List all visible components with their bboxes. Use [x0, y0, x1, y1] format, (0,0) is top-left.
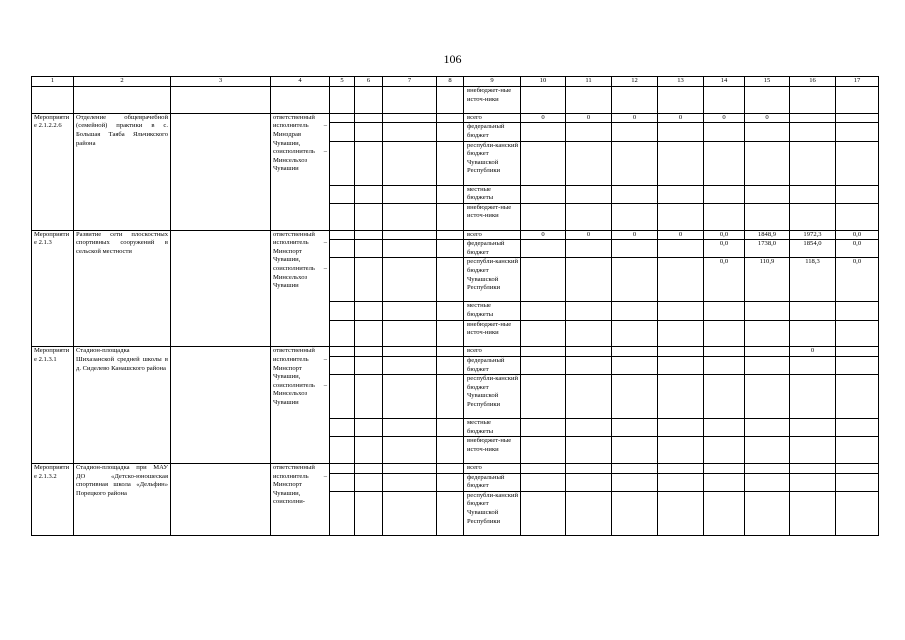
value-cell — [658, 123, 704, 141]
value-cell — [658, 375, 704, 419]
table-row — [32, 113, 879, 123]
event-name: Отделение общеврачебной (семейной) практики в с. Большая Таяба Яльчикского района — [74, 113, 171, 230]
blank-cell — [383, 203, 437, 230]
blank-cell — [437, 203, 464, 230]
value-cell — [745, 356, 790, 374]
value-cell — [836, 375, 879, 419]
value-cell: 0 — [612, 230, 658, 240]
value-cell: 0 — [612, 113, 658, 123]
value-cell — [745, 320, 790, 347]
event-id: Мероприятие 2.1.3 — [32, 230, 74, 347]
value-cell: 0,0 — [704, 230, 745, 240]
value-cell — [521, 185, 566, 203]
blank-cell — [437, 464, 464, 474]
blank-cell — [437, 473, 464, 491]
blank-cell — [330, 240, 355, 258]
event-executor: ответственный исполнитель – Минздрав Чувашии, соисполнитель – Минсельхоз Чувашии — [271, 113, 330, 230]
blank-cell — [74, 87, 171, 114]
blank-cell — [330, 419, 355, 437]
blank-cell — [383, 185, 437, 203]
blank-cell — [437, 258, 464, 302]
value-cell — [521, 302, 566, 320]
column-number: 5 — [330, 77, 355, 87]
value-cell — [790, 141, 836, 185]
value-cell — [521, 419, 566, 437]
blank-cell — [437, 113, 464, 123]
value-cell: 1972,3 — [790, 230, 836, 240]
value-cell — [836, 473, 879, 491]
value-cell: 1738,0 — [745, 240, 790, 258]
value-cell — [658, 347, 704, 357]
value-cell — [836, 437, 879, 464]
budget-source-label: республи-канский бюджет Чувашской Республики — [464, 491, 521, 535]
value-cell — [658, 87, 704, 114]
blank-cell — [383, 113, 437, 123]
blank-cell — [330, 87, 355, 114]
blank-cell — [383, 258, 437, 302]
table-row — [32, 464, 879, 474]
blank-cell — [355, 375, 383, 419]
blank-cell — [171, 230, 271, 347]
budget-source-label: всего — [464, 347, 521, 357]
value-cell — [658, 437, 704, 464]
value-cell — [566, 473, 612, 491]
value-cell — [612, 258, 658, 302]
value-cell — [612, 320, 658, 347]
value-cell — [658, 302, 704, 320]
value-cell — [521, 123, 566, 141]
value-cell — [521, 347, 566, 357]
blank-cell — [355, 87, 383, 114]
column-number: 16 — [790, 77, 836, 87]
event-id: Мероприятие 2.1.2.2.6 — [32, 113, 74, 230]
value-cell — [745, 491, 790, 535]
value-cell — [612, 203, 658, 230]
value-cell — [836, 141, 879, 185]
value-cell: 0 — [658, 113, 704, 123]
blank-cell — [437, 437, 464, 464]
blank-cell — [330, 185, 355, 203]
blank-cell — [437, 123, 464, 141]
column-number: 1 — [32, 77, 74, 87]
value-cell — [704, 185, 745, 203]
value-cell — [612, 123, 658, 141]
value-cell — [521, 258, 566, 302]
value-cell — [658, 464, 704, 474]
blank-cell — [171, 464, 271, 536]
blank-cell — [330, 347, 355, 357]
blank-cell — [330, 230, 355, 240]
value-cell: 0,0 — [704, 258, 745, 302]
event-name: Стадион-площадка при МАУ ДО «Детско-юношеская спортивная школа «Дельфин» Порецкого района — [74, 464, 171, 536]
value-cell — [790, 473, 836, 491]
value-cell — [566, 203, 612, 230]
value-cell — [704, 141, 745, 185]
blank-cell — [330, 491, 355, 535]
value-cell — [566, 141, 612, 185]
blank-cell — [383, 356, 437, 374]
value-cell — [658, 419, 704, 437]
blank-cell — [355, 113, 383, 123]
blank-cell — [383, 240, 437, 258]
blank-cell — [330, 320, 355, 347]
value-cell — [704, 419, 745, 437]
blank-cell — [355, 302, 383, 320]
column-number: 4 — [271, 77, 330, 87]
value-cell — [790, 491, 836, 535]
value-cell — [704, 464, 745, 474]
value-cell — [836, 320, 879, 347]
value-cell — [612, 491, 658, 535]
value-cell — [521, 320, 566, 347]
value-cell — [836, 356, 879, 374]
value-cell — [521, 356, 566, 374]
value-cell — [658, 320, 704, 347]
value-cell: 110,9 — [745, 258, 790, 302]
value-cell — [790, 419, 836, 437]
value-cell — [704, 473, 745, 491]
column-number: 7 — [383, 77, 437, 87]
column-number: 13 — [658, 77, 704, 87]
value-cell — [745, 87, 790, 114]
program-funding-table — [31, 76, 879, 536]
blank-cell — [330, 258, 355, 302]
value-cell — [790, 302, 836, 320]
value-cell — [521, 491, 566, 535]
value-cell — [704, 347, 745, 357]
budget-source-label: всего — [464, 230, 521, 240]
blank-cell — [355, 230, 383, 240]
value-cell — [745, 123, 790, 141]
blank-cell — [330, 473, 355, 491]
value-cell — [790, 437, 836, 464]
column-number: 2 — [74, 77, 171, 87]
blank-cell — [330, 464, 355, 474]
blank-cell — [355, 464, 383, 474]
blank-cell — [383, 375, 437, 419]
blank-cell — [355, 203, 383, 230]
blank-cell — [383, 320, 437, 347]
blank-cell — [383, 141, 437, 185]
value-cell — [521, 464, 566, 474]
value-cell — [521, 87, 566, 114]
column-number: 17 — [836, 77, 879, 87]
blank-cell — [330, 123, 355, 141]
blank-cell — [383, 347, 437, 357]
budget-source-label: внебюджет-ные источ-ники — [464, 320, 521, 347]
value-cell — [790, 356, 836, 374]
blank-cell — [171, 87, 271, 114]
budget-source-label: республи-канский бюджет Чувашской Республики — [464, 141, 521, 185]
column-number: 9 — [464, 77, 521, 87]
budget-source-label: внебюджет-ные источ-ники — [464, 203, 521, 230]
budget-source-label: республи-канский бюджет Чувашской Республики — [464, 258, 521, 302]
value-cell — [658, 356, 704, 374]
blank-cell — [355, 123, 383, 141]
value-cell — [566, 375, 612, 419]
value-cell — [836, 464, 879, 474]
value-cell — [836, 491, 879, 535]
value-cell — [566, 419, 612, 437]
value-cell — [836, 419, 879, 437]
blank-cell — [437, 419, 464, 437]
value-cell — [612, 302, 658, 320]
event-id: Мероприятие 2.1.3.2 — [32, 464, 74, 536]
blank-cell — [330, 356, 355, 374]
value-cell — [566, 240, 612, 258]
budget-source-label: федеральный бюджет — [464, 356, 521, 374]
value-cell — [836, 185, 879, 203]
value-cell: 0 — [566, 113, 612, 123]
value-cell: 0,0 — [836, 240, 879, 258]
column-number: 3 — [171, 77, 271, 87]
column-number: 14 — [704, 77, 745, 87]
value-cell — [704, 356, 745, 374]
value-cell — [745, 437, 790, 464]
value-cell — [612, 375, 658, 419]
value-cell — [521, 375, 566, 419]
value-cell — [658, 258, 704, 302]
blank-cell — [437, 302, 464, 320]
value-cell — [790, 320, 836, 347]
blank-cell — [330, 141, 355, 185]
value-cell — [790, 87, 836, 114]
value-cell — [612, 473, 658, 491]
value-cell — [836, 302, 879, 320]
value-cell — [745, 141, 790, 185]
value-cell — [790, 113, 836, 123]
blank-cell — [355, 320, 383, 347]
value-cell: 0 — [745, 113, 790, 123]
blank-cell — [383, 87, 437, 114]
blank-cell — [437, 375, 464, 419]
blank-cell — [437, 87, 464, 114]
value-cell — [836, 203, 879, 230]
value-cell — [836, 113, 879, 123]
blank-cell — [330, 302, 355, 320]
blank-cell — [437, 230, 464, 240]
value-cell — [612, 356, 658, 374]
value-cell — [745, 302, 790, 320]
event-name: Стадион-площадка Шихазанской средней школы в д. Сиделево Канашского района — [74, 347, 171, 464]
value-cell — [704, 375, 745, 419]
value-cell — [658, 240, 704, 258]
value-cell — [658, 185, 704, 203]
value-cell — [521, 240, 566, 258]
budget-source-label: местные бюджеты — [464, 419, 521, 437]
value-cell: 0 — [704, 113, 745, 123]
value-cell — [612, 87, 658, 114]
blank-cell — [383, 123, 437, 141]
value-cell — [566, 347, 612, 357]
blank-cell — [437, 320, 464, 347]
table-body — [32, 77, 879, 536]
blank-cell — [383, 419, 437, 437]
value-cell — [521, 437, 566, 464]
value-cell: 0 — [521, 113, 566, 123]
blank-cell — [383, 464, 437, 474]
value-cell — [704, 87, 745, 114]
header-row — [32, 77, 879, 87]
column-number: 6 — [355, 77, 383, 87]
blank-cell — [355, 185, 383, 203]
table-row — [32, 347, 879, 357]
value-cell — [566, 491, 612, 535]
blank-cell — [330, 113, 355, 123]
value-cell — [521, 203, 566, 230]
column-number: 11 — [566, 77, 612, 87]
value-cell — [704, 491, 745, 535]
table-row — [32, 230, 879, 240]
blank-cell — [355, 258, 383, 302]
value-cell — [612, 141, 658, 185]
value-cell — [836, 347, 879, 357]
value-cell — [612, 419, 658, 437]
value-cell: 1854,0 — [790, 240, 836, 258]
value-cell: 1848,9 — [745, 230, 790, 240]
budget-source-label: федеральный бюджет — [464, 240, 521, 258]
value-cell — [566, 302, 612, 320]
blank-cell — [330, 375, 355, 419]
blank-cell — [383, 230, 437, 240]
value-cell — [566, 87, 612, 114]
value-cell — [566, 464, 612, 474]
value-cell — [704, 203, 745, 230]
page-number: 106 — [443, 52, 462, 66]
budget-source-label: внебюджет-ные источ-ники — [464, 437, 521, 464]
value-cell — [566, 123, 612, 141]
value-cell — [790, 375, 836, 419]
event-id: Мероприятие 2.1.3.1 — [32, 347, 74, 464]
event-name: Развитие сети плоскостных спортивных сооружений в сельской местности — [74, 230, 171, 347]
value-cell — [745, 185, 790, 203]
value-cell — [790, 464, 836, 474]
budget-source-label: федеральный бюджет — [464, 123, 521, 141]
blank-cell — [437, 141, 464, 185]
blank-cell — [355, 141, 383, 185]
budget-source-label: республи-канский бюджет Чувашской Республики — [464, 375, 521, 419]
value-cell — [612, 347, 658, 357]
value-cell — [566, 356, 612, 374]
value-cell — [790, 185, 836, 203]
value-cell — [566, 185, 612, 203]
value-cell: 0 — [521, 230, 566, 240]
blank-cell — [355, 356, 383, 374]
value-cell — [745, 473, 790, 491]
blank-cell — [437, 240, 464, 258]
blank-cell — [383, 302, 437, 320]
value-cell — [612, 437, 658, 464]
value-cell — [704, 437, 745, 464]
blank-cell — [355, 437, 383, 464]
blank-cell — [383, 437, 437, 464]
value-cell: 0 — [790, 347, 836, 357]
table-row — [32, 87, 879, 114]
budget-source-label: федеральный бюджет — [464, 473, 521, 491]
blank-cell — [355, 240, 383, 258]
value-cell — [745, 464, 790, 474]
value-cell — [566, 437, 612, 464]
blank-cell — [437, 356, 464, 374]
value-cell — [612, 464, 658, 474]
value-cell: 0,0 — [836, 258, 879, 302]
value-cell — [658, 491, 704, 535]
budget-source-label: внебюджет-ные источ-ники — [464, 87, 521, 114]
column-number: 15 — [745, 77, 790, 87]
value-cell — [521, 141, 566, 185]
value-cell — [836, 87, 879, 114]
event-executor: ответственный исполнитель – Минспорт Чувашии, соисполнитель – Минсельхоз Чувашии — [271, 347, 330, 464]
budget-source-label: всего — [464, 113, 521, 123]
value-cell — [836, 123, 879, 141]
value-cell — [612, 240, 658, 258]
value-cell: 0,0 — [836, 230, 879, 240]
blank-cell — [355, 419, 383, 437]
value-cell — [790, 123, 836, 141]
blank-cell — [383, 491, 437, 535]
event-executor: ответственный исполнитель – Минспорт Чувашии, соисполни- — [271, 464, 330, 536]
value-cell — [745, 347, 790, 357]
value-cell — [745, 375, 790, 419]
column-number: 12 — [612, 77, 658, 87]
value-cell — [704, 123, 745, 141]
value-cell — [658, 203, 704, 230]
value-cell — [566, 258, 612, 302]
value-cell — [658, 473, 704, 491]
blank-cell — [355, 347, 383, 357]
blank-cell — [330, 203, 355, 230]
budget-source-label: местные бюджеты — [464, 302, 521, 320]
value-cell — [612, 185, 658, 203]
value-cell — [521, 473, 566, 491]
column-number: 10 — [521, 77, 566, 87]
blank-cell — [330, 437, 355, 464]
blank-cell — [437, 491, 464, 535]
value-cell: 118,3 — [790, 258, 836, 302]
blank-cell — [355, 491, 383, 535]
blank-cell — [171, 347, 271, 464]
value-cell — [745, 419, 790, 437]
value-cell — [790, 203, 836, 230]
budget-source-label: местные бюджеты — [464, 185, 521, 203]
blank-cell — [355, 473, 383, 491]
blank-cell — [437, 185, 464, 203]
blank-cell — [437, 347, 464, 357]
blank-cell — [32, 87, 74, 114]
value-cell — [566, 320, 612, 347]
value-cell — [704, 320, 745, 347]
blank-cell — [383, 473, 437, 491]
value-cell — [745, 203, 790, 230]
value-cell — [658, 141, 704, 185]
event-executor: ответственный исполнитель – Минспорт Чувашии, соисполнитель – Минсельхоз Чувашии — [271, 230, 330, 347]
budget-source-label: всего — [464, 464, 521, 474]
value-cell: 0 — [566, 230, 612, 240]
value-cell: 0,0 — [704, 240, 745, 258]
value-cell — [704, 302, 745, 320]
column-number: 8 — [437, 77, 464, 87]
blank-cell — [171, 113, 271, 230]
value-cell: 0 — [658, 230, 704, 240]
blank-cell — [271, 87, 330, 114]
